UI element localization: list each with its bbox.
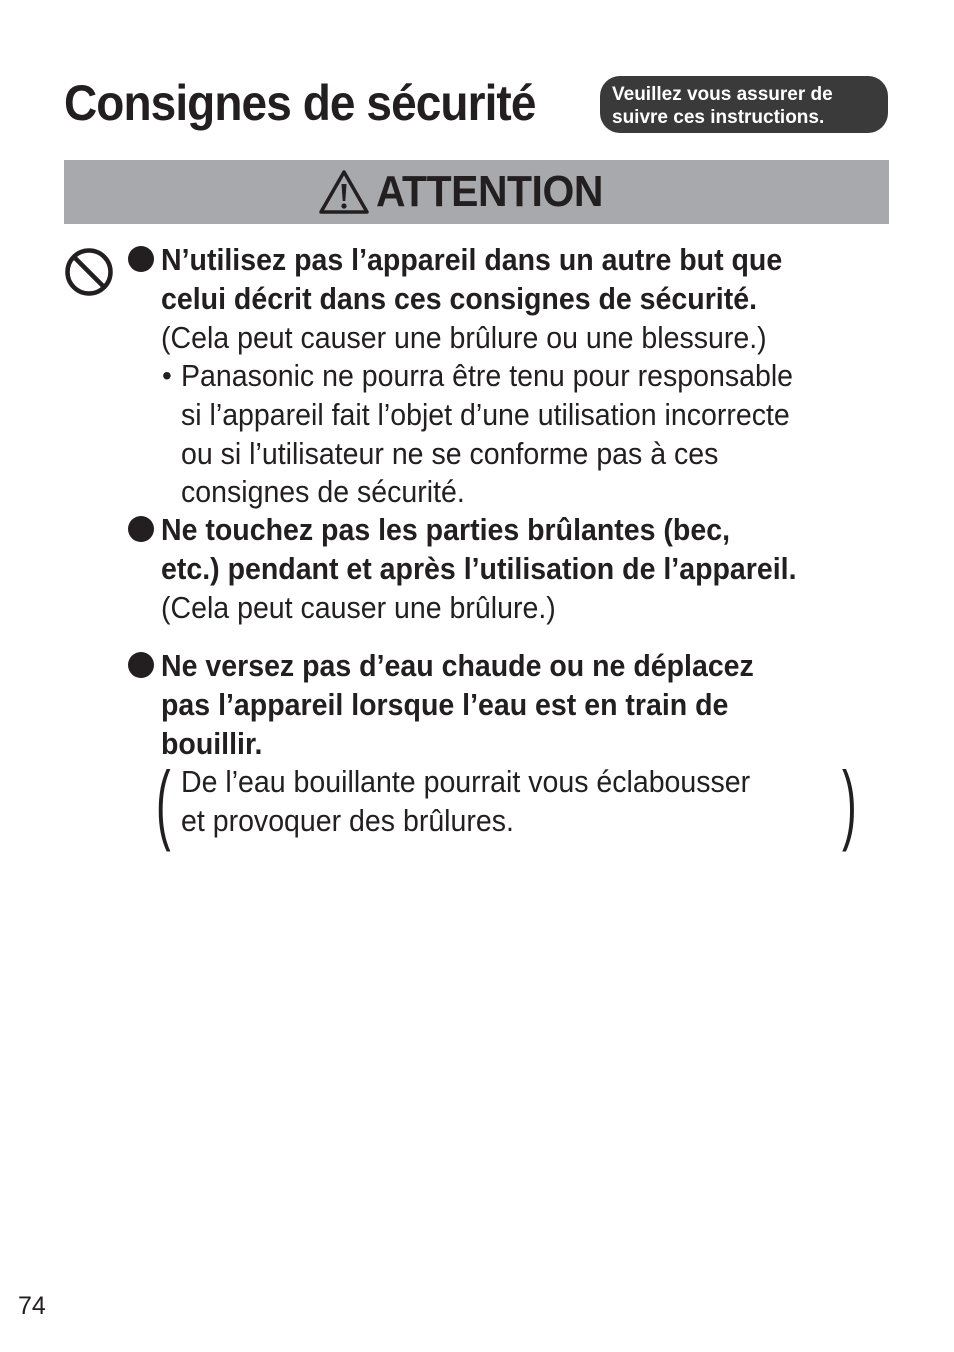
bullet-dot xyxy=(128,652,154,678)
bullet-dot xyxy=(128,246,154,272)
warning-3-line-3: bouillir. xyxy=(161,726,263,761)
warning-3-line-1: Ne versez pas d’eau chaude ou ne déplacez xyxy=(161,648,754,683)
warning-3-line-2: pas l’appareil lorsque l’eau est en train de xyxy=(161,687,729,722)
page-number: 74 xyxy=(18,1292,46,1320)
warning-3-note-line-2: et provoquer des brûlures. xyxy=(181,803,514,838)
warning-2-note: (Cela peut causer une brûlure.) xyxy=(161,590,556,625)
sub-note-line-1: Panasonic ne pourra être tenu pour responsable xyxy=(181,358,794,393)
warning-2-line-1: Ne touchez pas les parties brûlantes (bec, xyxy=(161,512,731,547)
attention-label: ATTENTION xyxy=(376,167,603,216)
warning-1-line-1: N’utilisez pas l’appareil dans un autre but que xyxy=(161,242,783,277)
attention-banner xyxy=(64,160,889,224)
sub-note-line-4: consignes de sécurité. xyxy=(181,474,465,509)
warning-1-note: (Cela peut causer une brûlure ou une blessure.) xyxy=(161,320,767,355)
instruction-badge xyxy=(600,76,888,133)
prohibited-icon xyxy=(64,247,114,297)
badge-line-2: suivre ces instructions. xyxy=(612,107,825,128)
sub-note-line-2: si l’appareil fait l’objet d’une utilisation incorrecte xyxy=(181,397,790,432)
close-parenthesis: ) xyxy=(842,753,857,852)
warning-2-line-2: etc.) pendant et après l’utilisation de l’appareil. xyxy=(161,551,797,586)
badge-line-1: Veuillez vous assurer de xyxy=(612,84,833,105)
sub-bullet-mark: • xyxy=(162,360,172,391)
page-title: Consignes de sécurité xyxy=(64,75,536,131)
bullet-dot xyxy=(128,516,154,542)
warning-1-line-2: celui décrit dans ces consignes de sécurité. xyxy=(161,281,758,316)
open-parenthesis: ( xyxy=(156,753,171,852)
sub-note-line-3: ou si l’utilisateur ne se conforme pas à ces xyxy=(181,436,719,471)
warning-triangle-icon xyxy=(318,169,370,215)
warning-3-note-line-1: De l’eau bouillante pourrait vous éclabousser xyxy=(181,764,751,799)
